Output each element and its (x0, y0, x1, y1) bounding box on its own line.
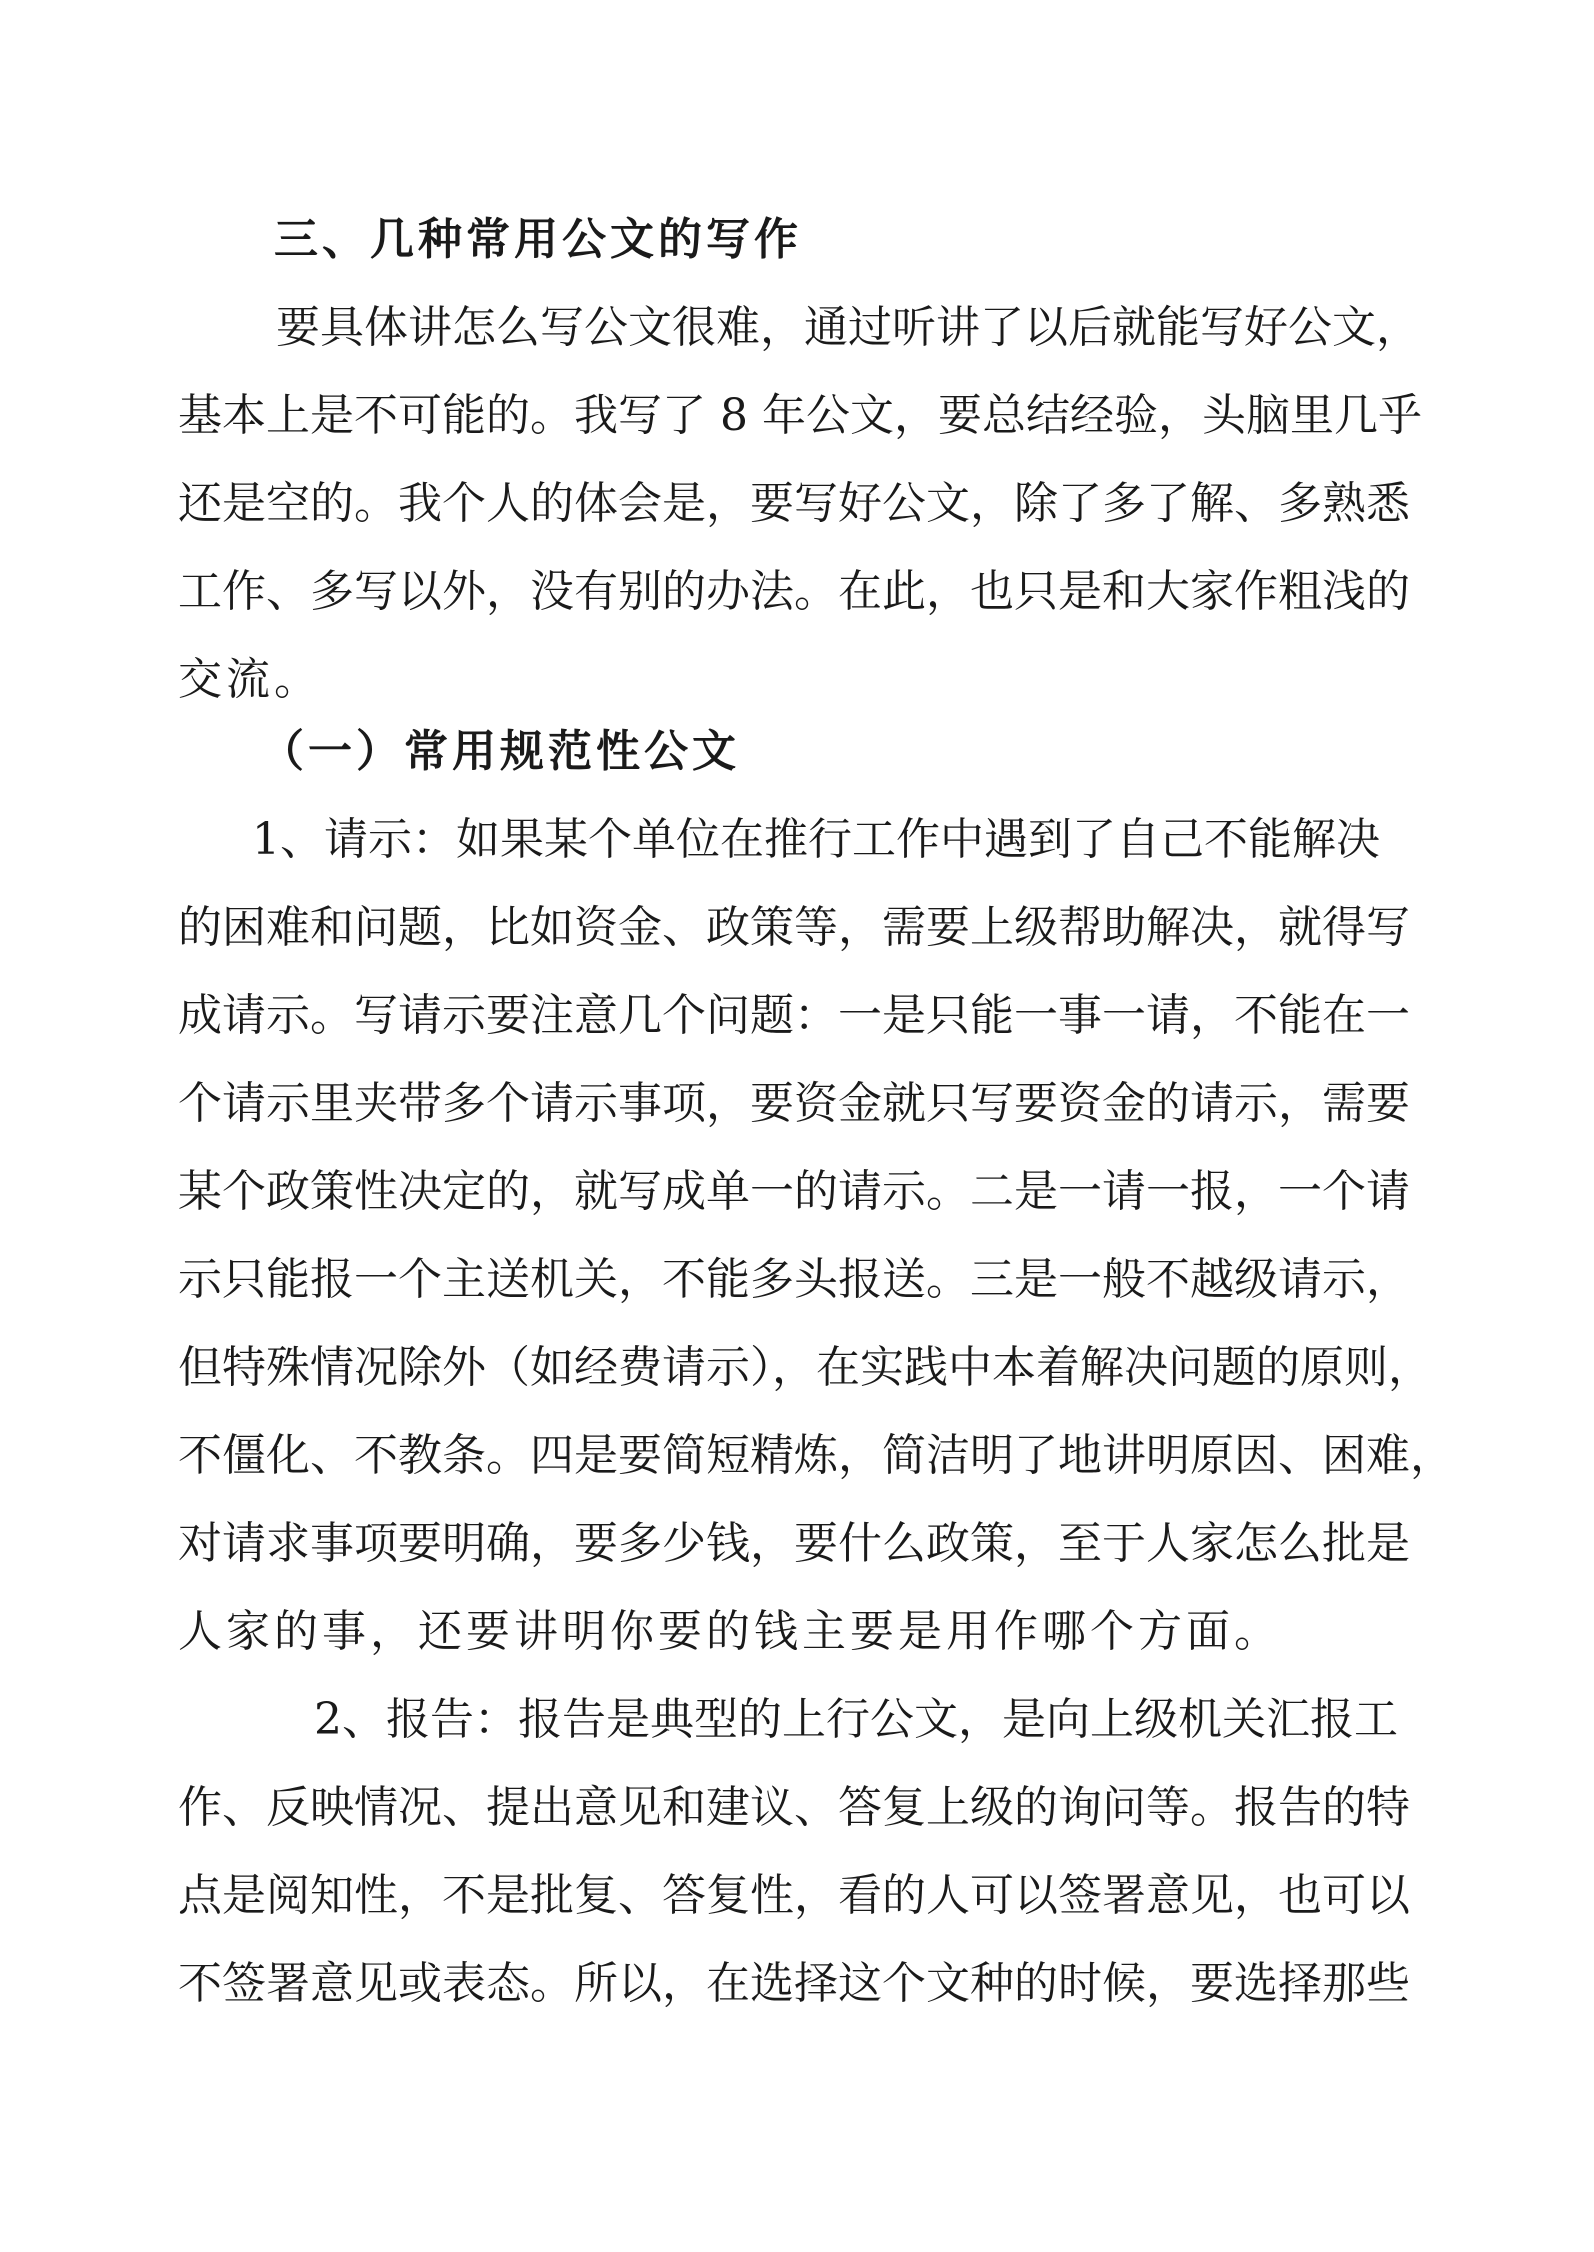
section-heading: 三、几种常用公文的写作 (274, 214, 802, 265)
paragraph-line: 交流。 (178, 654, 322, 705)
intro-paragraph (178, 284, 1422, 724)
paragraph-line: 作、反映情况、提出意见和建议、答复上级的询问等。报告的特 (178, 1782, 1410, 1833)
subsection-block (178, 708, 1370, 796)
paragraph-line: 成请示。写请示要注意几个问题：一是只能一事一请，不能在一 (178, 990, 1410, 1041)
paragraph-line: 还是空的。我个人的体会是，要写好公文，除了多了解、多熟悉 (178, 478, 1410, 529)
paragraph-line: 但特殊情况除外（如经费请示），在实践中本着解决问题的原则， (178, 1342, 1432, 1393)
paragraph-line: 基本上是不可能的。我写了 8 年公文，要总结经验，头脑里几乎 (178, 390, 1422, 441)
paragraph-line: 1、请示：如果某个单位在推行工作中遇到了自己不能解决 (252, 814, 1380, 865)
paragraph-line: 示只能报一个主送机关，不能多头报送。三是一般不越级请示， (178, 1254, 1410, 1305)
paragraph-line: 点是阅知性，不是批复、答复性，看的人可以签署意见，也可以 (178, 1870, 1410, 1921)
paragraph-line: 个请示里夹带多个请示事项，要资金就只写要资金的请示，需要 (178, 1078, 1410, 1129)
paragraph-line: 的困难和问题，比如资金、政策等，需要上级帮助解决，就得写 (178, 902, 1410, 953)
item-report-paragraph (178, 1676, 1410, 2028)
paragraph-line: 2、报告：报告是典型的上行公文，是向上级机关汇报工 (314, 1694, 1398, 1745)
paragraph-line: 不签署意见或表态。所以，在选择这个文种的时候，要选择那些 (178, 1958, 1410, 2009)
paragraph-line: 某个政策性决定的，就写成单一的请示。二是一请一报，一个请 (178, 1166, 1410, 1217)
paragraph-line: 对请求事项要明确，要多少钱，要什么政策，至于人家怎么批是 (178, 1518, 1410, 1569)
subsection-heading: （一）常用规范性公文 (260, 726, 740, 777)
section-block (178, 196, 1370, 284)
paragraph-line: 人家的事，还要讲明你要的钱主要是用作哪个方面。 (178, 1606, 1282, 1657)
paragraph-line: 要具体讲怎么写公文很难，通过听讲了以后就能写好公文， (276, 302, 1420, 353)
paragraph-line: 工作、多写以外，没有别的办法。在此，也只是和大家作粗浅的 (178, 566, 1410, 617)
paragraph-line: 不僵化、不教条。四是要简短精炼，简洁明了地讲明原因、困难， (178, 1430, 1454, 1481)
item-request-paragraph (178, 796, 1454, 1676)
